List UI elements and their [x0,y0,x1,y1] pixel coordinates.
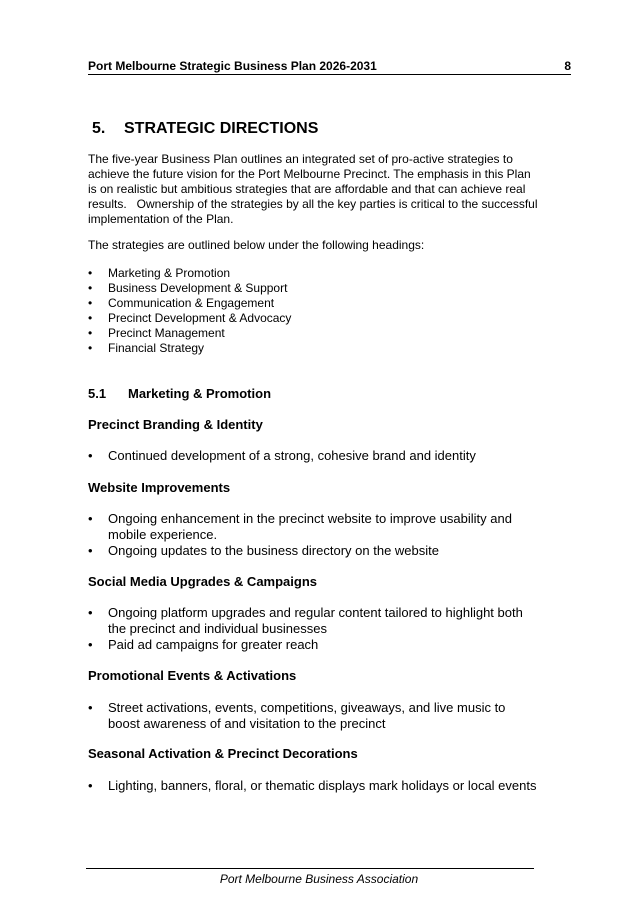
group-bullet-list [88,700,558,732]
headings-intro: The strategies are outlined below under the following headings: [88,238,425,252]
bullet-icon: • [88,543,93,558]
intro-line: achieve the future vision for the Port Melbourne Precinct. The emphasis in this Plan [88,166,531,181]
list-item: • Ongoing platform upgrades and regular content tailored to highlight both the precinct and individual businesses [88,605,523,636]
group-bullet-list [88,448,558,464]
bullet-icon: • [88,281,93,295]
subsection-title: Marketing & Promotion [128,386,272,401]
bullet-icon: • [88,448,93,463]
list-item: • Marketing & Promotion [88,266,231,280]
bullet-icon: • [88,311,93,325]
bullet-icon: • [88,637,93,652]
page-footer: Port Melbourne Business Association [219,872,419,886]
list-item: • Street activations, events, competitions, giveaways, and live music to boost awareness of and visitation to the precinct [88,700,506,731]
group-bullet-list [88,511,558,559]
subsection-number: 5.1 [88,386,107,401]
group-heading: Precinct Branding & Identity [88,417,263,432]
bullet-icon: • [88,326,93,340]
list-item: • Paid ad campaigns for greater reach [88,637,319,652]
list-item: • Precinct Development & Advocacy [88,311,292,325]
page-header [88,58,571,75]
list-item: • Ongoing updates to the business directory on the website [88,543,439,558]
subsection-heading [88,386,271,401]
intro-line: The five-year Business Plan outlines an integrated set of pro-active strategies to [88,152,513,166]
intro-line: is on realistic but ambitious strategies that are affordable and that can achieve real [88,181,526,196]
group-heading: Website Improvements [88,480,231,495]
section-title: STRATEGIC DIRECTIONS [124,120,319,137]
list-item: • Continued development of a strong, cohesive brand and identity [88,448,476,463]
section-heading [92,120,318,138]
intro-line: results. Ownership of the strategies by all the key parties is critical to the successful [88,196,538,211]
list-item: • Communication & Engagement [88,296,275,310]
bullet-icon: • [88,700,93,715]
bullet-icon: • [88,266,93,280]
list-item: • Lighting, banners, floral, or thematic displays mark holidays or local events [88,778,537,793]
bullet-icon: • [88,341,93,355]
group-heading: Seasonal Activation & Precinct Decorations [88,746,358,761]
intro-line: implementation of the Plan. [88,211,234,226]
section-number: 5. [92,120,106,137]
group-heading: Social Media Upgrades & Campaigns [88,574,318,589]
page-number: 8 [564,59,571,73]
group-heading: Promotional Events & Activations [88,668,297,683]
bullet-icon: • [88,511,93,526]
bullet-icon: • [88,778,93,793]
bullet-icon: • [88,605,93,620]
strategy-headings-list [88,266,291,356]
group-bullet-list [88,605,558,653]
header-title: Port Melbourne Strategic Business Plan 2026-2031 [88,59,377,73]
bullet-icon: • [88,296,93,310]
group-bullet-list [88,778,558,794]
intro-paragraph [88,152,558,227]
list-item: • Financial Strategy [88,341,205,355]
list-item: • Ongoing enhancement in the precinct website to improve usability and mobile experience. [88,511,512,542]
list-item: • Precinct Management [88,326,225,340]
footer-rule [86,868,534,869]
list-item: • Business Development & Support [88,281,288,295]
